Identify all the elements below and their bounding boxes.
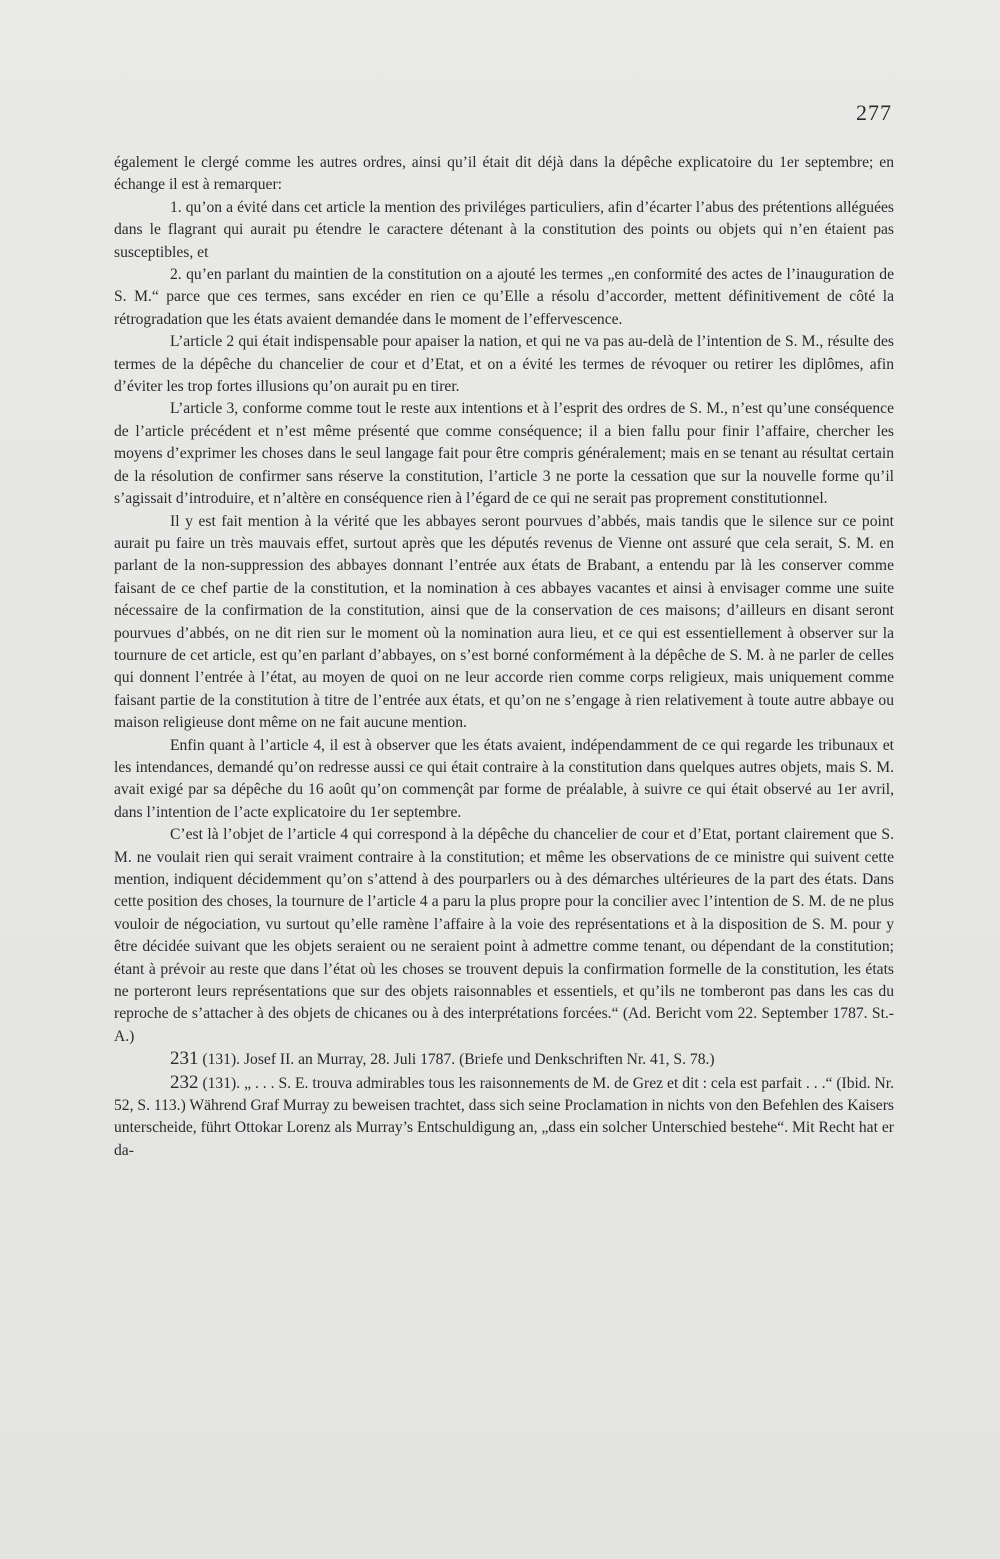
- footnote-text: (131). Josef II. an Murray, 28. Juli 1787. (Briefe und Denkschriften Nr. 41, S. 78.): [198, 1051, 715, 1069]
- paragraph: 2. qu’en parlant du maintien de la constitution on a ajouté les termes „en conformité des actes de l’inauguration de S. M.“ parce que ces termes, sans excéder en rien ce qu’Elle a résolu d’accorder, mettent définitivement de côté la rétrogradation que les états avaient demandée dans le moment de l’effervescence.: [114, 266, 894, 328]
- footnote-number: 232: [170, 1071, 199, 1093]
- paragraph: Enfin quant à l’article 4, il est à observer que les états avaient, indépendamment de ce qui regarde les tribunaux et les intendances, demandé qu’on redresse aussi ce qui était contraire à la constitution dans quelques autres objets, mais S. M. avait exigé par sa dépêche du 16 août qu’on commençât par forme de préalable, à suivre ce qui était observé au 1er avril, dans l’intention de l’acte explicatoire du 1er septembre.: [114, 736, 894, 821]
- paragraph: également le clergé comme les autres ordres, ainsi qu’il était dit déjà dans la dépêche explicatoire du 1er septembre; en échange il est à remarquer:: [114, 154, 894, 194]
- footnote: [114, 1048, 894, 1071]
- body-text: [114, 152, 894, 1162]
- footnote: [114, 1072, 894, 1163]
- paragraph: C’est là l’objet de l’article 4 qui correspond à la dépêche du chancelier de cour et d’Etat, portant clairement que S. M. ne voulait rien qui serait vraiment contraire à la constitution; et même les observations de ce ministre qui suivent cette mention, indiquent décidemment qu’on s’attend à des pourparlers ou à des démarches ultérieures de la part des états. Dans cette position des choses, la tournure de l’article 4 a paru la plus propre pour la concilier avec l’intention de S. M. de ne plus vouloir de négociation, vu surtout qu’elle ramène l’affaire à la voie des représentations et à la disposition de S. M. pour y être décidée suivant que les objets seraient ou ne seraient point à admettre comme tenant, ou dépendant de la constitution; étant à prévoir au reste que dans l’état où les choses se trouvent depuis la confirmation formelle de la constitution, les états ne porteront leurs représentations que sur des objets raisonnables et essentiels, et qu’ils ne tomberont pas dans les cas du reproche de s’attacher à des objets de chicanes ou à des interprétations forcées.“ (Ad. Bericht vom 22. September 1787. St.-A.): [114, 826, 894, 1045]
- paragraph: L’article 3, conforme comme tout le reste aux intentions et à l’esprit des ordres de S. M., n’est qu’une conséquence de l’article précédent et n’est même présenté que comme conséquence; il a bien fallu pour finir l’affaire, chercher les moyens d’exprimer les choses dans le seul langage fait pour être compris généralement; mais en se tenant au résultat certain de la résolution de confirmer sans réserve la constitution, l’article 3 ne porte la cessation que sur la nouvelle forme qu’il s’agissait d’introduire, et n’altère en conséquence rien à l’égard de ce qui ne serait pas proprement constitutionnel.: [114, 400, 894, 508]
- paragraph: L’article 2 qui était indispensable pour apaiser la nation, et qui ne va pas au-delà de l’intention de S. M., résulte des termes de la dépêche du chancelier de cour et d’Etat, et on a évité les termes de révoquer ou retirer les diplômes, afin d’éviter les trop fortes illusions qu’on aurait pu en tirer.: [114, 333, 894, 396]
- footnote-text: (131). „ . . . S. E. trouva admirables tous les raisonnements de M. de Grez et dit : cela est parfait . . .“ (Ibid. Nr. 52, S. 113.) Während Graf Murray zu beweisen trachtet, dass sich seine Proclamation in nichts von den Befehlen des Kaisers unterscheide, führt Ottokar Lorenz als Murray’s Entschuldigung an, „dass ein solcher Unterschied bestehe“. Mit Recht hat er da-: [114, 1074, 894, 1159]
- page-number: 277: [856, 100, 892, 125]
- paragraph: Il y est fait mention à la vérité que les abbayes seront pourvues d’abbés, mais tandis que le silence sur ce point aurait pu faire un très mauvais effet, surtout après que les députés revenus de Vienne ont assuré que cela serait, S. M. en parlant de la non-suppression des abbayes donnant l’entrée aux états de Brabant, a entendu par là les conserver comme faisant de ce chef partie de la constitution, et la nomination à ces abbayes vacantes et ainsi à envisager comme une suite nécessaire de la confirmation de la constitution, ainsi que de la conservation de ces maisons; d’ailleurs en disant seront pourvues d’abbés, on ne dit rien sur le moment où la nomination aura lieu, et ce qui est essentiellement à observer sur la tournure de cet article, est qu’en parlant d’abbayes, on s’est borné conformément à la dépêche de S. M. à ne parler de celles qui donnent l’entrée à l’état, au moyen de quoi on ne leur accorde rien comme corps religieux, mais uniquement comme faisant partie de la constitution à titre de l’entrée aux états, et qu’on ne s’engage à rien relativement à toute autre abbaye ou maison religieuse dont même on ne fait aucune mention.: [114, 512, 894, 732]
- footnote-number: 231: [170, 1048, 199, 1070]
- paragraph: 1. qu’on a évité dans cet article la mention des priviléges particuliers, afin d’écarter l’abus des prétentions alléguées dans le flagrant qui aurait pu étendre le caractere détenant à la constitution des points ou objets qui n’en étaient pas susceptibles, et: [114, 198, 894, 261]
